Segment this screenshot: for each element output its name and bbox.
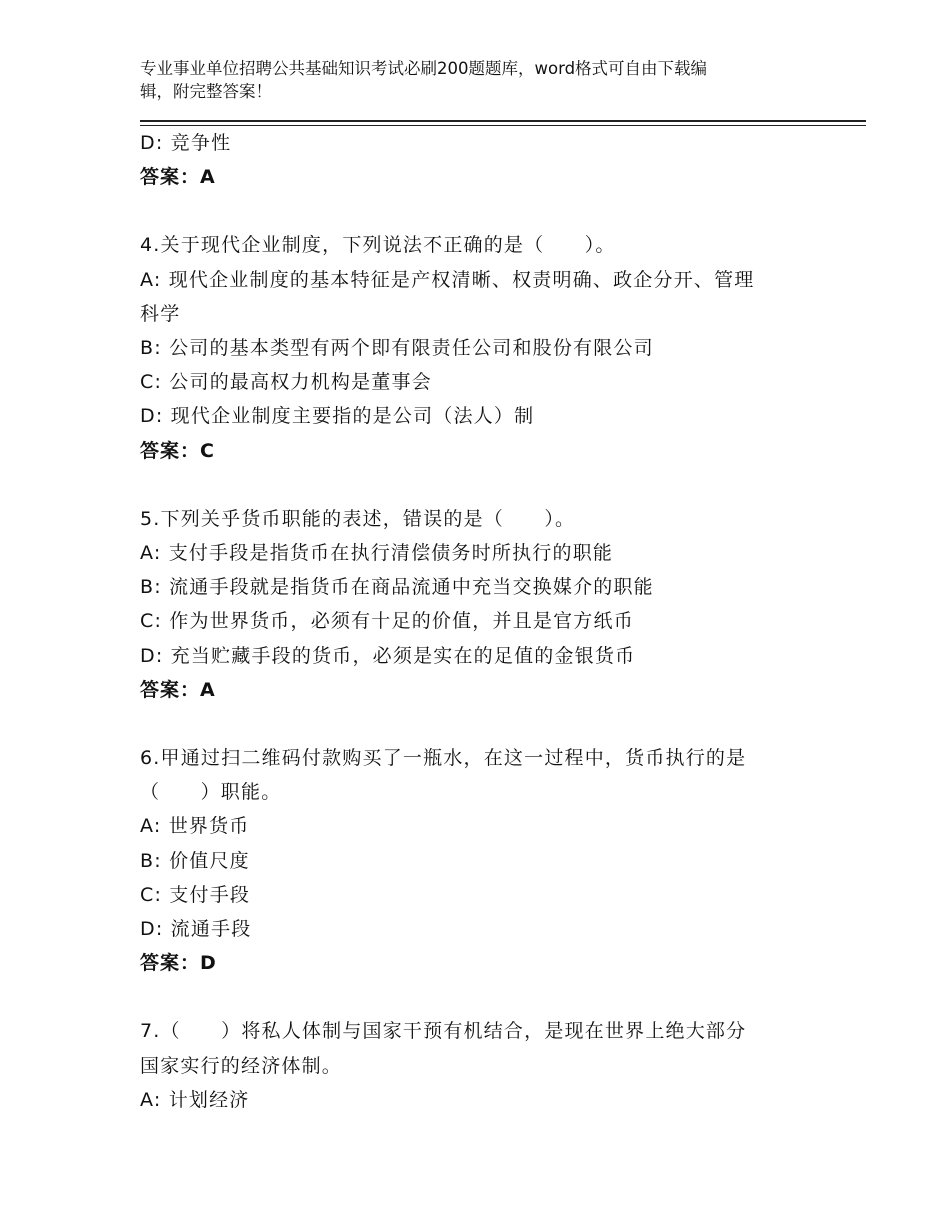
page-header — [140, 57, 800, 103]
option-c: C: 公司的最高权力机构是董事会 — [140, 371, 432, 394]
header-line-1: 专业事业单位招聘公共基础知识考试必刷200题题库，word格式可自由下载编 — [140, 59, 708, 78]
question-stem: 5.下列关乎货币职能的表述，错误的是（ ）。 — [140, 507, 576, 530]
question-stem-continued: 国家实行的经济体制。 — [140, 1054, 343, 1077]
option-d: D: 充当贮藏手段的货币，必须是实在的足值的金银货币 — [140, 644, 636, 667]
question-7 — [140, 1014, 820, 1117]
answer: 答案：A — [140, 678, 216, 701]
option-a-continued: 科学 — [140, 302, 181, 325]
answer: 答案：D — [140, 952, 217, 975]
option-c: C: 支付手段 — [140, 883, 251, 906]
question-stem: 4.关于现代企业制度，下列说法不正确的是（ ）。 — [140, 234, 616, 257]
option-c: C: 作为世界货币，必须有十足的价值，并且是官方纸币 — [140, 610, 634, 633]
question-4 — [140, 228, 820, 467]
option-a: A: 计划经济 — [140, 1088, 250, 1111]
question-5 — [140, 502, 820, 707]
header-rule-thick — [140, 120, 866, 122]
spacer — [140, 194, 820, 228]
header-line-2: 辑，附完整答案！ — [140, 82, 272, 101]
option-a: A: 现代企业制度的基本特征是产权清晰、权责明确、政企分开、管理 — [140, 268, 755, 291]
option-b: B: 流通手段就是指货币在商品流通中充当交换媒介的职能 — [140, 576, 654, 599]
option-d: D: 流通手段 — [140, 918, 252, 941]
question-stem: 7.（ ）将私人体制与国家干预有机结合，是现在世界上绝大部分 — [140, 1020, 747, 1043]
option-b: B: 公司的基本类型有两个即有限责任公司和股份有限公司 — [140, 337, 654, 360]
answer: 答案：C — [140, 439, 215, 462]
option-a: A: 支付手段是指货币在执行清偿债务时所执行的职能 — [140, 542, 614, 565]
spacer — [140, 707, 820, 741]
option-d: D: 竞争性 — [140, 132, 232, 154]
option-d: D: 现代企业制度主要指的是公司（法人）制 — [140, 405, 535, 428]
question-6 — [140, 741, 820, 980]
spacer — [140, 980, 820, 1014]
document-body — [140, 126, 820, 1117]
question-stem: 6.甲通过扫二维码付款购买了一瓶水，在这一过程中，货币执行的是 — [140, 747, 747, 770]
spacer — [140, 468, 820, 502]
option-a: A: 世界货币 — [140, 815, 250, 838]
question-stem-continued: （ ）职能。 — [140, 781, 282, 804]
option-b: B: 价值尺度 — [140, 849, 250, 872]
answer: 答案：A — [140, 166, 216, 189]
